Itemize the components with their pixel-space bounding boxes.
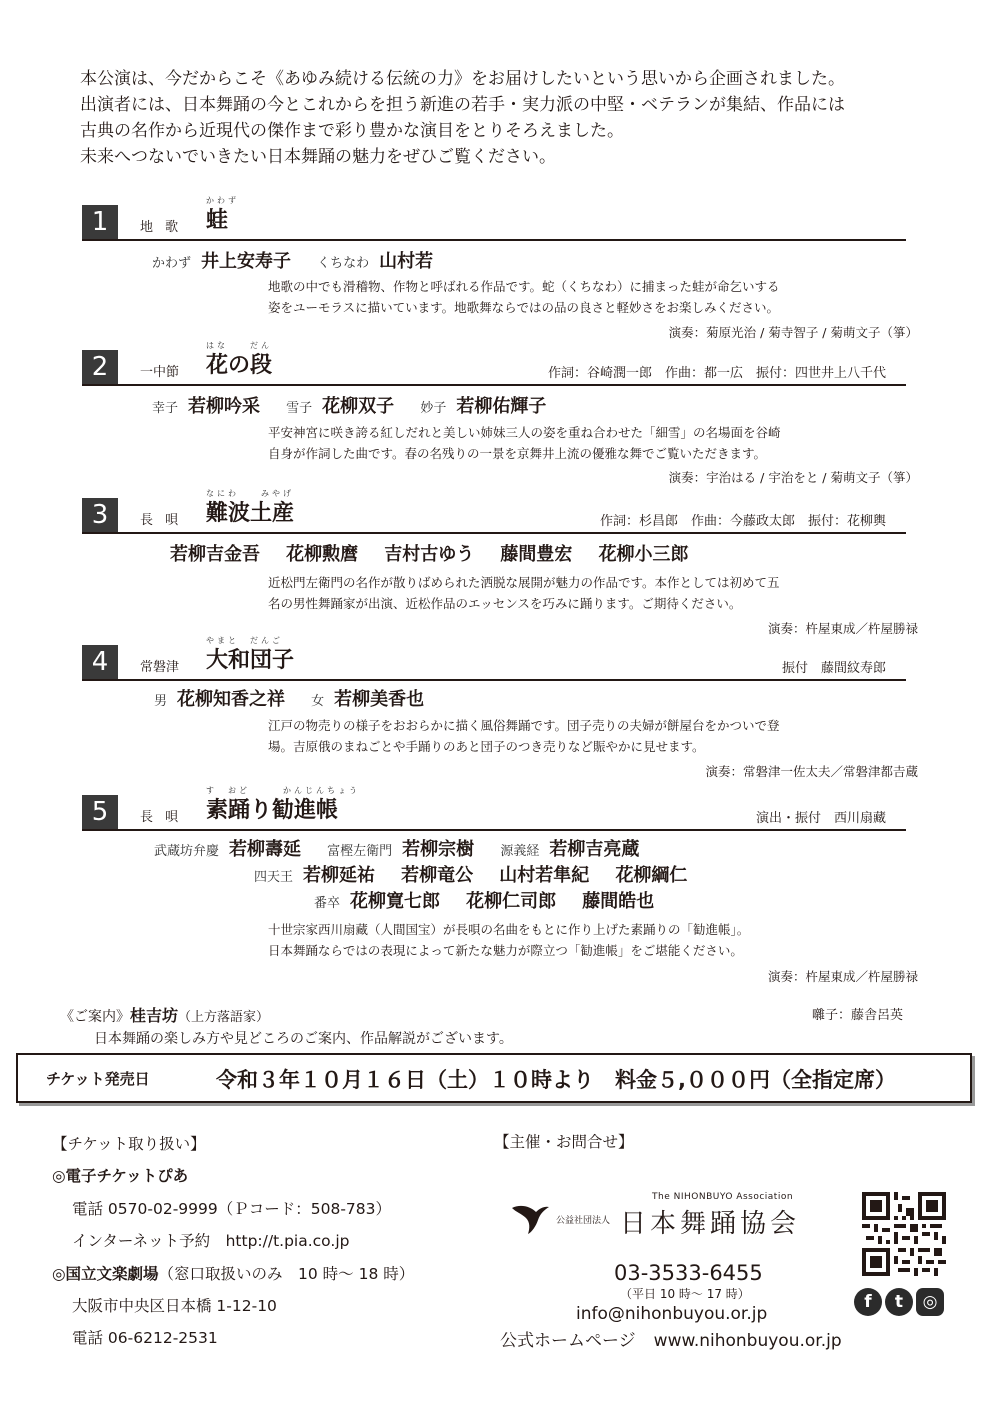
pia-phone: 電話 0570-02-9999（Ｐコード：508-783） [72,1200,391,1218]
bunraku-name: ◎国立文楽劇場 [52,1265,159,1283]
role-label: 武蔵坊弁慶 [154,844,220,859]
org-prefix: 公益社団法人 [556,1216,611,1226]
performer-name: 若柳宗樹 [402,839,475,860]
performer-name: 井上安寿子 [201,251,292,272]
ticket-info: 令和３年１０月１６日（土）１０時より 料金５,０００円（全指定席） [216,1068,896,1092]
program-ruby: はな だん [206,341,272,350]
cast-line [254,861,709,887]
bunraku-address: 大阪市中央区日本橋 1-12-10 [72,1297,277,1315]
program-credit: 振付 藤間紋寿郎 [781,661,886,676]
program-description [268,276,908,318]
performer-name: 花柳知香之祥 [177,689,286,710]
performer-name: 山村若 [379,251,434,272]
ticket-bar [16,1053,972,1103]
program-genre: 一中節 [140,365,180,380]
role-label: くちなわ [317,256,370,271]
hayashi-credit: 囃子：藤舎呂英 [812,1008,904,1023]
program-number: 4 [82,645,118,679]
program-description [268,715,908,757]
role-label: かわず [152,256,192,271]
performer-name: 花柳綱仁 [615,865,688,886]
association-logo-icon [510,1200,550,1236]
guide-affiliation: （上方落語家） [178,1010,270,1025]
instagram-icon[interactable]: ◎ [916,1288,944,1316]
guide-name: 桂吉坊 [130,1006,179,1025]
program-title: 素踊り勧進帳 [206,797,339,823]
program-ruby: かわず [206,196,239,205]
homepage-url[interactable]: www.nihonbuyou.or.jp [653,1331,842,1351]
guide-line [60,1003,269,1026]
org-english-name: The NIHONBUYO Association [652,1192,794,1202]
cast-line [154,685,446,711]
pia-internet-link[interactable]: インターネット予約 http://t.pia.co.jp [72,1232,350,1250]
org-phone: 03-3533-6455 [614,1261,763,1285]
desc-line: 近松門左衛門の名作が散りばめられた洒脱な展開が魅力の作品です。本作としては初めて五 [268,575,780,590]
program-3 [82,489,918,636]
bunraku-line [52,1262,414,1284]
performers: 演奏：常磐津一佐太夫／常磐津都𠮷蔵 [705,764,918,779]
desc-line: 地歌の中でも滑稽物、作物と呼ばれる作品です。蛇（くちなわ）に捕まった蛙が命乞いする [268,279,780,294]
performer-name: 若柳壽延 [229,839,302,860]
program-genre: 地 歌 [140,220,183,235]
desc-line: 江戸の物売りの様子をおおらかに描く風俗舞踊です。団子売りの夫婦が餅屋台をかついで登 [268,718,780,733]
role-label: 妙子 [420,401,447,416]
program-title: 大和団子 [206,647,295,673]
program-header [82,341,906,386]
twitter-icon[interactable]: t [885,1288,913,1316]
cast-line [170,540,711,566]
role-label: 番卒 [314,896,341,911]
program-ruby: やまと だんご [206,636,283,645]
performer-name: 藤間豊宏 [500,544,573,565]
role-label: 四天王 [254,870,294,885]
program-credit: 作詞：杉昌郎 作曲：今藤政太郎 振付：花柳輿 [599,514,886,529]
performer-name: 若柳吉亮蔵 [549,839,640,860]
intro-text [80,66,940,170]
program-credit: 演出・振付 西川扇藏 [755,811,886,826]
performer-name: 花柳仁司郎 [466,891,557,912]
program-description [268,919,908,961]
pia-name: ◎電子チケットぴあ [52,1167,189,1185]
desc-line: 十世宗家西川扇藏（人間国宝）が長唄の名曲をもとに作り上げた素踊りの「勧進帳」。 [268,922,750,937]
intro-line: 古典の名作から近現代の傑作まで彩り豊かな演目をとりそろえました。 [80,121,624,141]
program-number: 2 [82,350,118,384]
program-1 [82,196,918,340]
program-ruby: す おど かんじんちょう [206,786,360,795]
performers: 演奏：宇治はる / 宇治をと / 菊萌文子（箏） [668,470,918,485]
performers: 演奏：杵屋東成／杵屋勝禄 [767,621,918,636]
desc-line: 平安神宮に咲き誇る紅しだれと美しい姉妹三人の姿を重ね合わせた「細雪」の名場面を谷崎 [268,425,781,440]
program-ruby: なにわ みやげ [206,489,294,498]
program-number: 5 [82,795,118,829]
performer-name: 花柳双子 [322,396,395,417]
program-genre: 長 唄 [140,810,183,825]
performer-name: 若柳美香也 [334,689,425,710]
org-email[interactable]: info@nihonbuyou.or.jp [576,1304,768,1324]
desc-line: 姿をユーモラスに描いています。地歌舞ならではの品の良さと軽妙さをお楽しみください。 [268,300,780,315]
performers: 演奏：杵屋東成／杵屋勝禄 [767,969,918,984]
social-icons [854,1288,947,1316]
org-homepage [500,1326,842,1351]
sales-heading: 【チケット取り扱い】 [52,1135,206,1153]
performer-name: 吉村古ゆう [384,544,475,565]
program-genre: 長 唄 [140,513,183,528]
role-label: 女 [311,694,325,709]
performer-name: 若柳延祐 [303,865,376,886]
performers: 演奏：菊原光治 / 菊寺智子 / 菊萌文子（箏） [668,325,918,340]
cast-line [152,247,455,273]
performer-name: 若柳佑輝子 [456,396,547,417]
bunraku-phone: 電話 06-6212-2531 [72,1329,218,1347]
program-header [82,196,906,241]
desc-line: 日本舞踊ならではの表現によって新たな魅力が際立つ「勧進帳」をご堪能ください。 [268,943,743,958]
performer-name: 花柳寛七郎 [350,891,441,912]
homepage-label: 公式ホームページ [500,1331,636,1351]
program-number: 1 [82,205,118,239]
program-description [268,572,908,614]
cast-line [154,835,661,861]
org-heading: 【主催・お問合せ】 [494,1133,634,1151]
performer-name: 花柳勲麿 [286,544,359,565]
program-header [82,636,906,681]
program-5 [82,786,918,984]
intro-line: 本公演は、今だからこそ《あゆみ続ける伝統の力》をお届けしたいという思いから企画されました。 [80,69,845,89]
performer-name: 若柳吟采 [188,396,261,417]
performer-name: 若柳竜公 [401,865,474,886]
role-label: 雪子 [286,401,313,416]
desc-line: 自身が作詞した曲です。春の名残りの一景を京舞井上流の優雅な舞でご覧いただきます。 [268,446,767,461]
guide-label: 《ご案内》 [60,1009,130,1025]
intro-line: 未来へつないでいきたい日本舞踊の魅力をぜひご覧ください。 [80,147,556,167]
bunraku-note: （窓口取扱いのみ 10 時～ 18 時） [158,1265,415,1283]
role-label: 富樫左衛門 [327,844,393,859]
role-label: 源義経 [500,844,540,859]
org-hours: （平日 10 時～ 17 時） [620,1287,750,1301]
desc-line: 場。吉原俄のまねごとや手踊りのあと団子のつき売りなど賑やかに見せます。 [268,739,705,754]
program-title: 難波土産 [206,500,295,526]
program-header [82,489,906,534]
program-number: 3 [82,498,118,532]
org-name: 日本舞踊協会 [620,1209,801,1239]
role-label: 幸子 [152,401,179,416]
program-header [82,786,906,831]
program-genre: 常磐津 [140,660,180,675]
facebook-icon[interactable]: f [854,1288,882,1316]
program-credit: 作詞：谷崎潤一郎 作曲：都一広 振付：四世井上八千代 [547,366,886,381]
qr-code-icon[interactable] [862,1192,946,1276]
intro-line: 出演者には、日本舞踊の今とこれからを担う新進の若手・実力派の中堅・ベテランが集結、作品には [80,95,845,115]
desc-line: 名の男性舞踊家が出演、近松作品のエッセンスを巧みに踊ります。ご期待ください。 [268,596,742,611]
cast-line [314,887,676,913]
program-2 [82,341,918,485]
performer-name: 藤間皓也 [582,891,655,912]
program-title: 花の段 [206,352,273,378]
program-description [268,422,908,464]
cast-line [152,392,568,418]
role-label: 男 [154,694,168,709]
guide-text: 日本舞踊の楽しみ方や見どころのご案内、作品解説がございます。 [94,1031,513,1047]
performer-name: 若柳吉金吾 [170,544,260,565]
ticket-label: チケット発売日 [46,1070,150,1088]
program-title: 蛙 [206,207,229,233]
program-4 [82,636,918,779]
performer-name: 花柳小三郎 [598,544,689,565]
performer-name: 山村若隼紀 [499,865,590,886]
